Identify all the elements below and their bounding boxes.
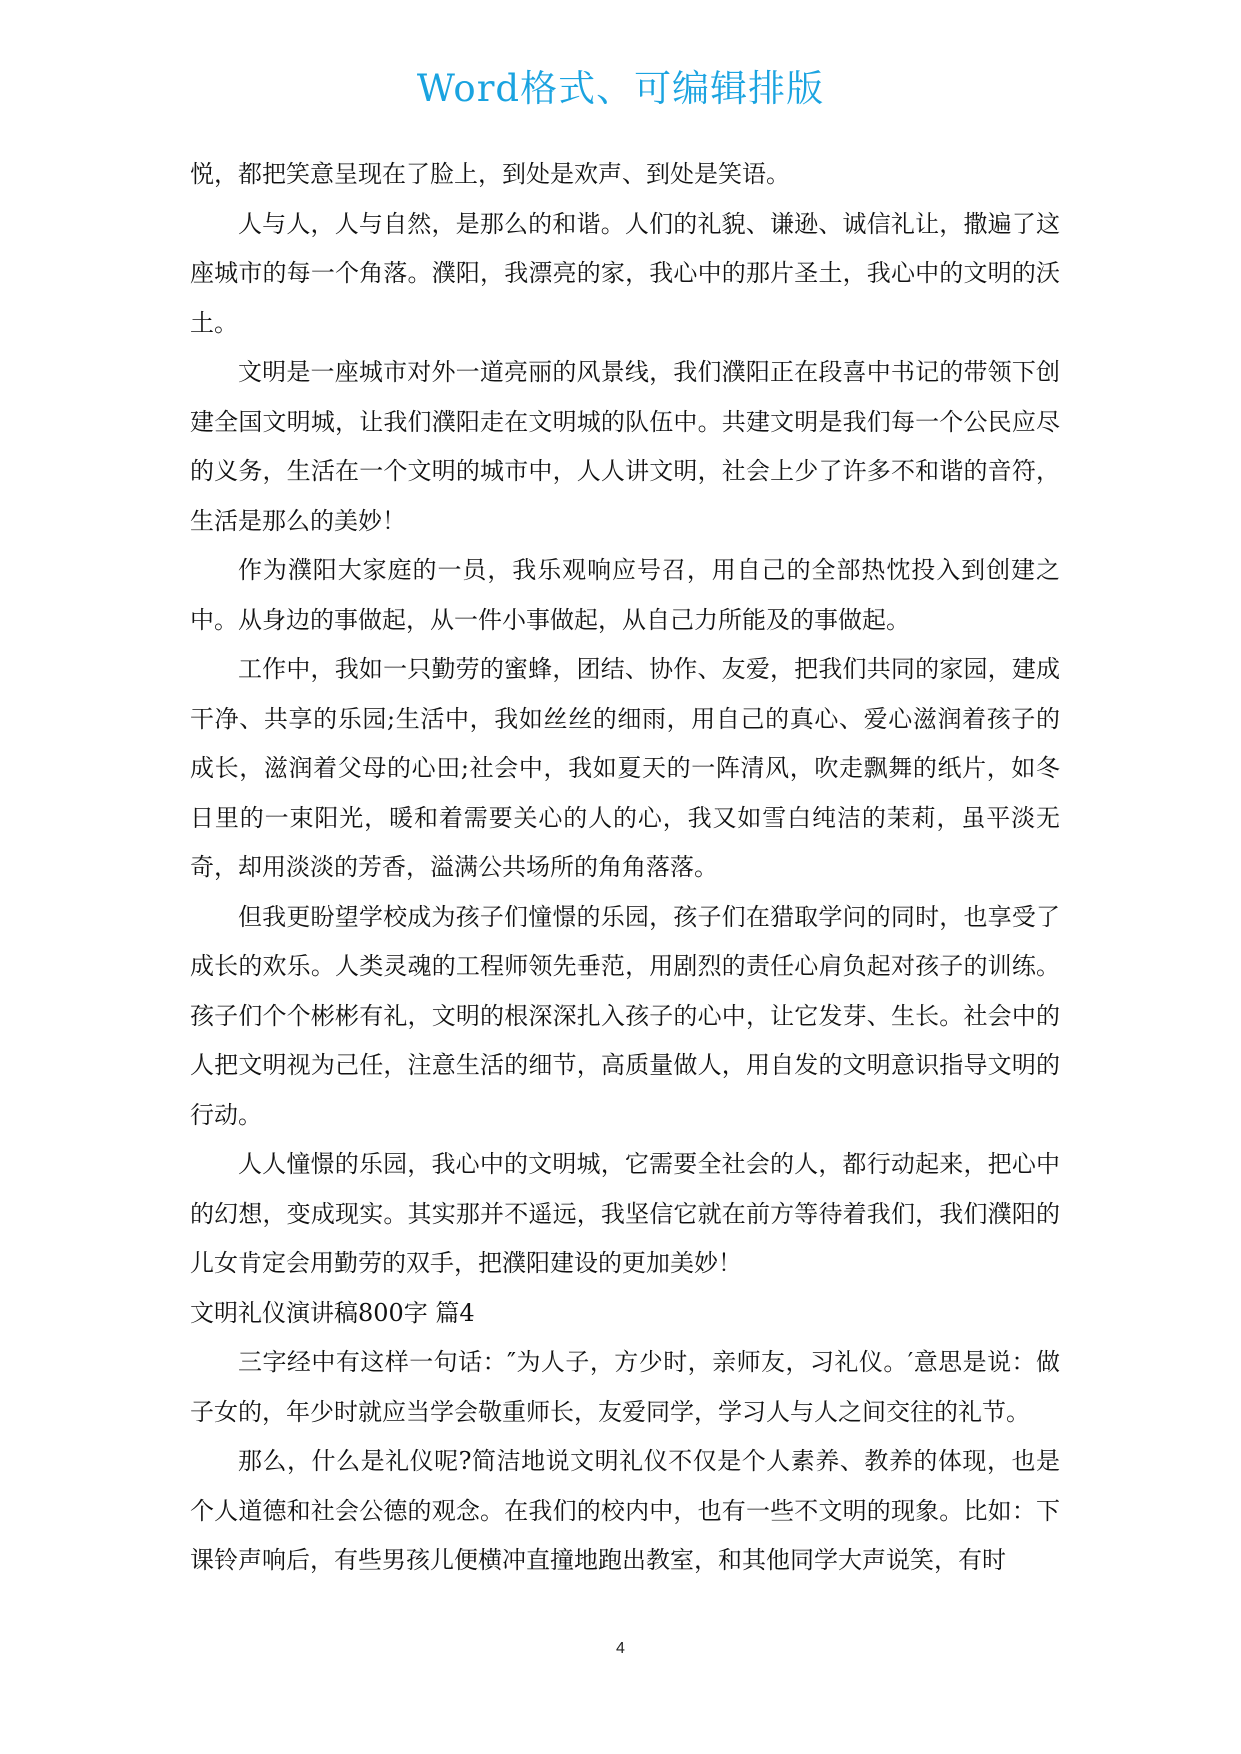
- paragraph-3: 文明是一座城市对外一道亮丽的风景线，我们濮阳正在段喜中书记的带领下创建全国文明城，让我们濮阳走在文明城的队伍中。共建文明是我们每一个公民应尽的义务，生活在一个文明的城市中，人人讲文明，社会上少了许多不和谐的音符，生活是那么的美妙！: [190, 358, 1060, 535]
- document-body: [190, 150, 1060, 1586]
- paragraph-5: 工作中，我如一只勤劳的蜜蜂，团结、协作、友爱，把我们共同的家园，建成干净、共享的乐园;生活中，我如丝丝的细雨，用自己的真心、爱心滋润着孩子的成长，滋润着父母的心田;社会中，我如夏天的一阵清风，吹走飘舞的纸片，如冬日里的一束阳光，暖和着需要关心的人的心，我又如雪白纯洁的茉莉，虽平淡无奇，却用淡淡的芳香，溢满公共场所的角角落落。: [190, 655, 1060, 881]
- paragraph-2: 人与人，人与自然，是那么的和谐。人们的礼貌、谦逊、诚信礼让，撒遍了这座城市的每一个角落。濮阳，我漂亮的家，我心中的那片圣土，我心中的文明的沃土。: [190, 209, 1060, 337]
- paragraph-7: 人人憧憬的乐园，我心中的文明城，它需要全社会的人，都行动起来，把心中的幻想，变成现实。其实那并不遥远，我坚信它就在前方等待着我们，我们濮阳的儿女肯定会用勤劳的双手，把濮阳建设的更加美妙！: [190, 1150, 1060, 1277]
- paragraph-4: 作为濮阳大家庭的一员，我乐观响应号召，用自己的全部热忱投入到创建之中。从身边的事做起，从一件小事做起，从自己力所能及的事做起。: [190, 556, 1060, 634]
- paragraph-1: 悦，都把笑意呈现在了脸上，到处是欢声、到处是笑语。: [190, 160, 790, 188]
- paragraph-6: 但我更盼望学校成为孩子们憧憬的乐园，孩子们在猎取学问的同时，也享受了成长的欢乐。人类灵魂的工程师领先垂范，用剧烈的责任心肩负起对孩子的训练。孩子们个个彬彬有礼，文明的根深深扎入孩子的心中，让它发芽、生长。社会中的人把文明视为己任，注意生活的细节，高质量做人，用自发的文明意识指导文明的行动。: [190, 902, 1060, 1129]
- paragraph-8: 三字经中有这样一句话：″为人子，方少时，亲师友，习礼仪。′意思是说：做子女的，年少时就应当学会敬重师长，友爱同学，学习人与人之间交往的礼节。: [190, 1348, 1060, 1426]
- page-number: 4: [616, 1640, 625, 1657]
- document-header-title: Word格式、可编辑排版: [416, 67, 825, 110]
- paragraph-9: 那么，什么是礼仪呢?简洁地说文明礼仪不仅是个人素养、教养的体现，也是个人道德和社会公德的观念。在我们的校内中，也有一些不文明的现象。比如：下课铃声响后，有些男孩儿便横冲直撞地跑出教室，和其他同学大声说笑，有时: [190, 1447, 1060, 1574]
- section-heading: 文明礼仪演讲稿800字 篇4: [190, 1298, 475, 1327]
